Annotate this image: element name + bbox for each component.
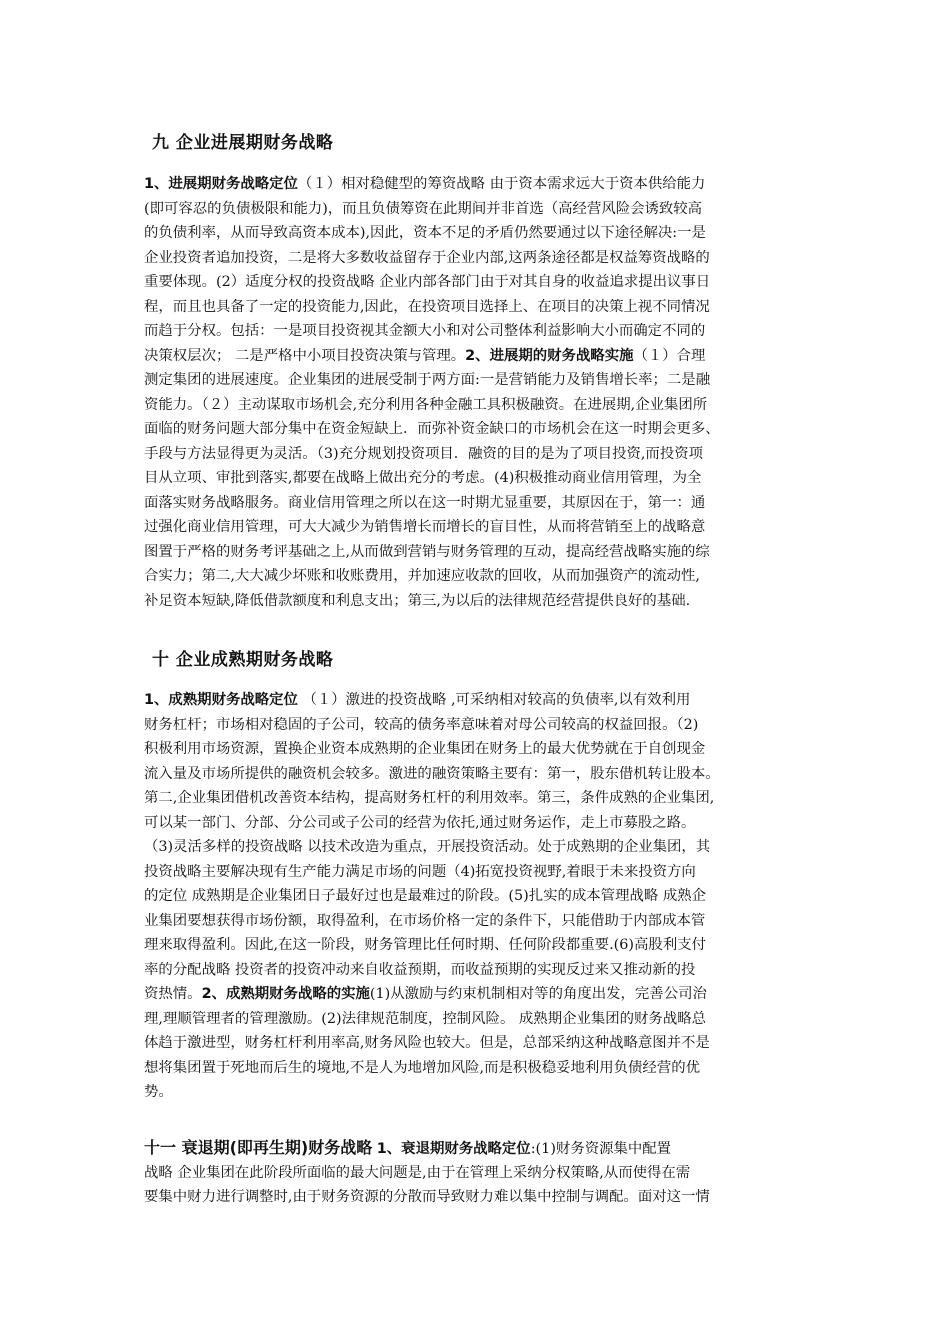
paragraph-line: 面落实财务战略服务。商业信用管理之所以在这一时期尤显重要，其原因在于，第一：通 — [144, 494, 706, 511]
paragraph-line: 十一 衰退期(即再生期)财务战略 1、衰退期财务战略定位:(1)财务资源集中配置 — [144, 1138, 672, 1157]
section-9-heading: 九 企业进展期财务战略 — [152, 133, 334, 153]
paragraph-line: 积极利用市场资源，置换企业资本成熟期的企业集团在财务上的最大优势就在于自创现金 — [144, 741, 706, 757]
paragraph-line: 合实力；第二,大大减少坏账和收账费用，并加速应收款的回收，从而加强资产的流动性, — [144, 568, 700, 584]
paragraph-line: 决策权层次； 二是严格中小项目投资决策与管理。2、进展期的财务战略实施（１）合理 — [144, 347, 706, 364]
section-9-body — [144, 172, 808, 613]
paragraph-line: 过强化商业信用管理，可大大减少为销售增长而增长的盲目性，从而将营销至上的战略意 — [144, 519, 706, 535]
paragraph-line: 1、进展期财务战略定位（１）相对稳健型的筹资战略 由于资本需求远大于资本供给能力 — [144, 176, 706, 192]
section-11-heading: 十一 衰退期(即再生期)财务战略 — [144, 1138, 373, 1157]
paragraph-line: (即可容忍的负债极限和能力)，而且负债筹资在此期间并非首选（高经营风险会诱致较高 — [144, 200, 703, 217]
paragraph-line: 补足资本短缺,降低借款额度和利息支出；第三,为以后的法律规范经营提供良好的基础. — [144, 592, 691, 609]
paragraph-line: 投资战略主要解决现有生产能力满足市场的问题（4)拓宽投资视野,着眼于未来投资方向 — [144, 863, 696, 880]
paragraph-line: 体趋于激进型，财务杠杆利用率高,财务风险也较大。但是，总部采纳这种战略意图并不是 — [144, 1035, 710, 1051]
paragraph-line: 可以某一部门、分部、分公司或子公司的经营为依托,通过财务运作，走上市募股之路。 — [144, 814, 696, 831]
subheading-inline: 1、衰退期财务战略定位 — [376, 1141, 531, 1157]
paragraph-line: 重要体现。(2）适度分权的投资战略 企业内部各部门由于对其自身的收益追求提出议事日 — [144, 274, 711, 290]
paragraph-line: 率的分配战略 投资者的投资冲动来自收益预期，而收益预期的实现反过来又推动新的投 — [144, 961, 696, 978]
section-10-body — [144, 688, 808, 1105]
paragraph-line: 测定集团的进展速度。企业集团的进展受制于两方面:一是营销能力及销售增长率；二是融 — [144, 372, 711, 388]
subheading-inline: 1、成熟期财务战略定位 — [144, 692, 298, 708]
paragraph-line: 而趋于分权。包括：一是项目投资视其金额大小和对公司整体利益影响大小而确定不同的 — [144, 323, 706, 339]
paragraph-line: 资能力。（２）主动谋取市场机会,充分利用各种金融工具积极融资。在进展期,企业集团所 — [144, 396, 708, 413]
paragraph-line: 的定位 成熟期是企业集团日子最好过也是最难过的阶段。(5)扎实的成本管理战略 成熟企 — [144, 888, 706, 904]
paragraph-line: 企业投资者追加投资，二是将大多数收益留存于企业内部,这两条途径都是权益筹资战略的 — [144, 249, 710, 266]
paragraph-line: 理,理顺管理者的管理激励。(2)法律规范制度，控制风险。 成熟期企业集团的财务战略总 — [144, 1010, 706, 1027]
paragraph-line: 资热情。2、成熟期财务战略的实施(1)从激励与约束机制相对等的角度出发，完善公司治 — [144, 986, 707, 1002]
paragraph-line: 理来取得盈利。因此,在这一阶段，财务管理比任何时期、任何阶段都重要.(6)高股利支付 — [144, 937, 706, 953]
paragraph-line: 第二,企业集团借机改善资本结构，提高财务杠杆的利用效率。第三，条件成熟的企业集团, — [144, 790, 715, 806]
subheading-inline: 2、进展期的财务战略实施 — [465, 347, 634, 364]
paragraph-line: 流入量及市场所提供的融资机会较多。激进的融资策略主要有：第一，股东借机转让股本。 — [144, 765, 720, 782]
paragraph-line: 业集团要想获得市场份额，取得盈利，在市场价格一定的条件下，只能借助于内部成本管 — [144, 912, 706, 929]
section-11-body — [144, 1136, 808, 1210]
paragraph-line: 财务杠杆；市场相对稳固的子公司，较高的债务率意味着对母公司较高的权益回报。（2) — [144, 716, 699, 733]
section-10-heading: 十 企业成熟期财务战略 — [152, 650, 334, 670]
subheading-inline: 1、进展期财务战略定位 — [144, 176, 298, 192]
paragraph-line: 战略 企业集团在此阶段所面临的最大问题是,由于在管理上采纳分权策略,从而使得在需 — [144, 1164, 691, 1181]
paragraph-line: 面临的财务问题大部分集中在资金短缺上．而弥补资金缺口的市场机会在这一时期会更多、 — [144, 421, 720, 437]
paragraph-line: 的负债利率，从而导致高资本成本),因此，资本不足的矛盾仍然要通过以下途径解决:一是 — [144, 225, 706, 241]
paragraph-line: （3)灵活多样的投资战略 以技术改造为重点，开展投资活动。处于成熟期的企业集团，其 — [144, 839, 711, 855]
paragraph-line: 要集中财力进行调整时,由于财务资源的分散而导致财力难以集中控制与调配。面对这一情 — [144, 1189, 710, 1205]
subheading-inline: 2、成熟期财务战略的实施 — [201, 986, 370, 1002]
paragraph-line: 1、成熟期财务战略定位 （１）激进的投资战略 ,可采纳相对较高的负债率,以有效利用 — [144, 692, 691, 708]
paragraph-line: 图置于严格的财务考评基础之上,从而做到营销与财务管理的互动，提高经营战略实施的综 — [144, 543, 710, 560]
paragraph-line: 程，而且也具备了一定的投资能力,因此，在投资项目选择上、在项目的决策上视不同情况 — [144, 298, 710, 315]
paragraph-line: 势。 — [144, 1084, 173, 1100]
paragraph-line: 想将集团置于死地而后生的境地,不是人为地增加风险,而是积极稳妥地利用负债经营的优 — [144, 1059, 700, 1076]
paragraph-line: 手段与方法显得更为灵活。（3)充分规划投资项目．融资的目的是为了项目投资,而投资项 — [144, 445, 703, 462]
paragraph-line: 目从立项、审批到落实,都要在战略上做出充分的考虑。(4)积极推动商业信用管理，为全 — [144, 470, 702, 486]
